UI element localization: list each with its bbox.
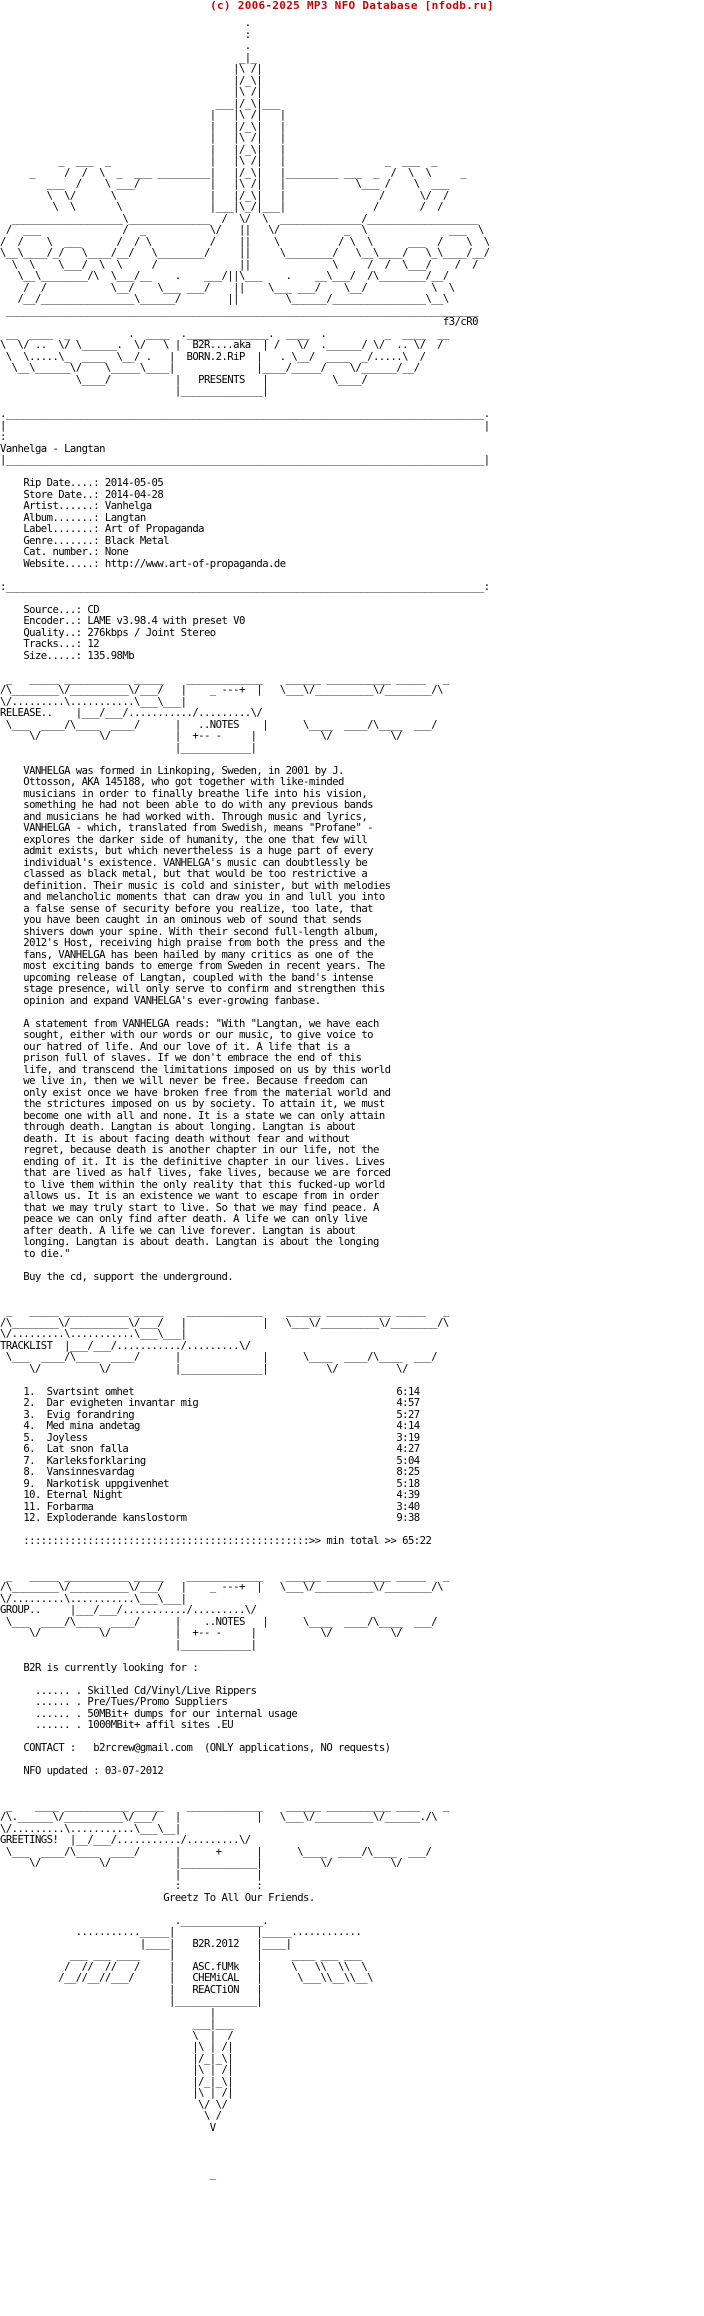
nfo-updated-value: 03-07-2012 — [104, 1765, 164, 1777]
track-time: 4:14 — [396, 1420, 420, 1432]
info-key: Label.......: — [23, 523, 100, 535]
tech-key: Encoder..: — [23, 615, 82, 627]
tracklist-table: 1. Svartsint omhet 6:14 2. Dar evigheten invantar mig 4:57 3. Evig forandring 5:27 4. Med mina andetag 4:14 5. Joyless 3:19 6. Lat snon falla 4:27 7. Karleksforklaring 5:04 8. Vansinnesvardag 8:25 9. Narkotisk uppgivenhet 5:18 10. Eternal Night 4:39 11. Forbarma 3:40 12. Exploderande kanslostorm 9:38 :::::::::::::::::::::::::::::::::::::::::::::::::>> min total >> 65:22 — [0, 1387, 704, 1548]
release-info — [0, 478, 704, 570]
track-number: 8. — [23, 1466, 47, 1478]
total-time: 65:22 — [402, 1535, 432, 1547]
track-title: Exploderande kanslostorm — [46, 1512, 187, 1524]
track-time: 5:18 — [396, 1477, 420, 1490]
group-notes-body — [0, 1663, 704, 1778]
tech-value: 135.98Mb — [87, 649, 135, 662]
tech-key: Source...: — [23, 603, 82, 616]
tech-value: LAME v3.98.4 with preset V0 — [87, 615, 245, 627]
track-number: 12. — [23, 1512, 47, 1524]
group-notes-label-2: ..NOTES — [203, 1615, 245, 1628]
track-time: 3:19 — [396, 1431, 420, 1444]
logo-art-line: \ \/ \ | |/_\| | / \/ / — [46, 189, 449, 202]
logo-art-line: | |/_\| | — [209, 143, 286, 156]
track-row — [0, 1501, 420, 1513]
track-time: 5:04 — [396, 1454, 420, 1467]
wanted-item: ...... . Skilled Cd/Vinyl/Live Rippers — [34, 1684, 257, 1697]
release-notes-label-1: RELEASE.. — [0, 707, 53, 719]
logo-art-line: \__\____/_/ \____/__/ \________/ || \________/ \__\____/ \_\____/__/ — [0, 247, 490, 259]
track-number: 6. — [23, 1443, 47, 1455]
track-time: 4:39 — [396, 1489, 420, 1501]
logo-art-line: ___|/_\|___ — [215, 97, 280, 110]
track-title: Forbarma — [46, 1500, 94, 1513]
track-row — [0, 1512, 420, 1524]
tech-key: Quality..: — [23, 626, 82, 639]
track-title: Narkotisk uppgivenhet — [46, 1477, 170, 1490]
logo-art-line: _|_ — [238, 51, 257, 64]
logo-art-line: |/_\| — [233, 74, 263, 87]
track-time: 3:40 — [396, 1500, 420, 1513]
track-row — [0, 1409, 420, 1421]
info-key: Artist......: — [23, 500, 100, 512]
logo-art-line: | |\ /| | — [209, 132, 286, 144]
tech-value: CD — [87, 603, 100, 616]
wanted-item: ...... . Pre/Tues/Promo Suppliers — [34, 1696, 228, 1708]
tech-key: Size.....: — [23, 649, 82, 662]
logo-art-line: \ \.....\_ ____ \__/ . | BORN.2.RiP | . \__/ ____ _/.....\ / — [5, 350, 426, 363]
wanted-item: ...... . 1000MBit+ affil sites .EU — [34, 1719, 234, 1731]
track-number: 10. — [23, 1489, 47, 1501]
track-title: Vansinnesvardag — [46, 1466, 135, 1478]
total-label: >> min total >> — [308, 1535, 397, 1547]
track-number: 9. — [23, 1477, 47, 1490]
info-value: Black Metal — [104, 534, 170, 547]
logo-art-line: | |\ /| | — [209, 109, 286, 121]
tech-value: 12 — [87, 638, 100, 650]
info-key: Album.......: — [23, 511, 100, 524]
release-notes-label-2: ..NOTES — [198, 718, 239, 731]
logo-art-line: ___________________\______________ / \/ \ ______________/___________________ — [11, 212, 478, 225]
track-time: 6:14 — [396, 1385, 420, 1398]
info-key: Store Date..: — [23, 488, 100, 501]
logo-art-line: \____/ | PRESENTS | \____/ — [75, 373, 368, 386]
logo-art — [0, 18, 704, 409]
greetings-label: GREETINGS! — [0, 1834, 59, 1846]
track-time: 4:27 — [396, 1443, 420, 1455]
track-number: 2. — [23, 1397, 47, 1409]
info-key: Cat. number.: — [23, 546, 100, 558]
info-value: None — [104, 546, 129, 558]
logo-art-line: /__/________________\______/ || \______/________________\__\ — [17, 293, 449, 305]
divider: .__________________________________________________________________________________. | | : — [0, 408, 490, 443]
track-title: Dar evigheten invantar mig — [46, 1397, 199, 1409]
track-time: 8:25 — [396, 1466, 420, 1478]
track-number: 4. — [23, 1420, 47, 1432]
footer-line-2: ASC.fUMk — [192, 1960, 239, 1973]
logo-art-line: f3/cR0 — [442, 316, 478, 328]
greetings-text: Greetz To All Our Friends. — [163, 1891, 315, 1904]
info-key: Website.....: — [23, 557, 100, 570]
logo-art-line: _ ___ _ | |\ /| | _ ___ _ — [58, 155, 438, 167]
track-title: Joyless — [46, 1431, 88, 1444]
site-header-title: (c) 2006-2025 MP3 NFO Database [nfodb.ru] — [210, 0, 494, 12]
tracklist-label: TRACKLIST — [0, 1339, 53, 1352]
logo-art-line: ___ / \ ___/ | |\ /| | \___ / \ ___ — [46, 178, 449, 190]
logo-art-line: . — [244, 40, 251, 52]
track-number: 3. — [23, 1408, 47, 1421]
info-value: Art of Propaganda — [104, 523, 204, 535]
logo-art-line: \__\________/\ \___/__ . ___/||\___ . __\___/ /\________/__/ — [17, 270, 449, 282]
logo-art-line: . — [244, 18, 251, 29]
logo-art-line: / ___ / _ \/ || \/ _ \ ___ \ — [5, 224, 484, 236]
track-number: 11. — [23, 1500, 47, 1513]
logo-art-line: _________________________________________________________________________________ — [5, 304, 478, 317]
track-number: 1. — [23, 1385, 47, 1398]
track-title: Karleksforklaring — [46, 1454, 146, 1467]
info-value: Vanhelga — [104, 500, 152, 512]
tech-info — [0, 605, 704, 663]
notes-paragraph: A statement from VANHELGA reads: "With "Langtan, we have each sought, either with our words or our music, to give voice to our hatred of life. And our love of it. A life that is a prison full of slaves. If we don't embrace the end of this life, and transcend the limitations imposed on us by this world we live in, then we will never be free. Because freedom can only exist once we have broken free from the material world and the strictures imposed on us by society. To attain it, we must become one with all and none. It is a state we can only attain through death. Langtan is about longing. Langtan is about death. It is about facing death without fear and without regret, because death is another chapter in our life, not the ending of it. It is the definitive chapter in our lives. Lives that are lived as half lives, fake lives, because we are forced to live them within the only reality that this fucked-up world allows us. It is an existence we want to escape from in order that we may truly start to live. So that we may find peace. A peace we can only find after death. A life we can only live after death. A life we can live forever. Langtan is about longing. Langtan is about death. Langtan is about the longing to die." — [23, 1017, 391, 1260]
track-row — [0, 1466, 420, 1478]
tech-value: 276kbps / Joint Stereo — [87, 626, 216, 639]
logo-art-line: |______________| — [174, 385, 269, 397]
track-row — [0, 1432, 420, 1444]
track-time: 5:27 — [396, 1408, 420, 1421]
track-number: 5. — [23, 1431, 47, 1444]
track-title: Lat snon falla — [46, 1443, 129, 1455]
footer-line-3: CHEMiCAL — [192, 1972, 239, 1984]
track-row — [0, 1443, 420, 1455]
logo-art-line: : — [244, 28, 251, 41]
logo-art-line: |\ /| — [233, 63, 263, 75]
logo-art-line: \ \/ .. \/ \______. \/ \ | B2R....aka | / \/ .______/ \/ .. \/ / — [0, 339, 443, 351]
info-key: Genre.......: — [23, 534, 100, 547]
info-value: http://www.art-of-propaganda.de — [104, 557, 286, 570]
track-row — [0, 1420, 420, 1432]
release-notes-body — [0, 766, 704, 1284]
looking-for-title: B2R is currently looking for : — [23, 1661, 199, 1674]
track-title: Svartsint omhet — [46, 1385, 135, 1398]
logo-art-line: __ ____ _ . ____ .______________. ____ . _ ____ __ — [5, 327, 449, 340]
contact-value: b2rcrew@gmail.com (ONLY applications, NO requests) — [93, 1742, 391, 1754]
info-key: Rip Date....: — [23, 477, 100, 489]
logo-art-line: \ \ \___/ \ \ / || \ / / \___/ / / — [11, 258, 478, 271]
site-header — [0, 0, 704, 12]
track-row — [0, 1397, 420, 1409]
logo-art-line: / / \__/ \___ ___/ || \___ ___/ \__/ \ \ — [23, 281, 455, 294]
track-row — [0, 1386, 420, 1398]
track-title: Med mina andetag — [46, 1420, 140, 1432]
info-value: 2014-05-05 — [104, 477, 164, 489]
track-row — [0, 1489, 420, 1501]
notes-paragraph: Buy the cd, support the underground. — [23, 1270, 234, 1283]
logo-art-line: |\ /| — [233, 86, 263, 98]
release-title: Vanhelga - Langtan — [0, 442, 105, 455]
notes-paragraph: VANHELGA was formed in Linkoping, Sweden, in 2001 by J. Ottosson, AKA 145188, who got together with like-minded musicians in order to finally breathe life into his vision, something he had not been able to do with any previous bands and musicians he had worked with. Through music and lyrics, VANHELGA - which, translated from Swedish, means "Profane" - explores the darker side of humanity, the one that few will admit exists, but which nevertheless is a huge part of every individual's existence. VANHELGA's music can doubtlessly be classed as black metal, but that would be too restrictive a definition. Their music is cold and sinister, but with melodies and melancholic moments that can draw you in and lull you into a false sense of security before you realize, too late, that you have been caught in an ominous web of sound that sends shivers down your spine. With their second full-length album, 2012's Host, receiving high praise from both the press and the fans, VANHELGA has been hailed by many critics as one of the most exciting bands to emerge from Sweden in recent years. The upcoming release of Langtan, coupled with the band's intense stage presence, will only serve to confirm and strengthen this opinion and expand VANHELGA's ever-growing fanbase. — [23, 764, 391, 1007]
tech-key: Tracks...: — [23, 638, 82, 650]
logo-art-line: _ / / \ _ ___ _________| |/_\| |_________ ___ _ / \ \ _ — [29, 166, 467, 179]
nfo-document: . : . _|_ |\ /| |/_\| |\ /| ___|/_\|___ | |\ /| | | |/_\| | | |\ /| | | |/_\| | _ ___ _ | |\ /| | _ ___ _ _ / / \ _ ___ _________| |/_\| |_________ ___ _ / \ \ _ ___ / \ ___/ | |\ /| | \___ / \ ___ \ \/ \ | |/_\| | / \/ / \ \ \ |___|\_/|___| / / / ___________________\______________ / \/ \ ______________/___________________ / ___ / _ \/ || \/ _ \ ___ \ / / \ ___ / / \ / || \ / \ \ ___ / \ \ \__\____/_/ \____/__/ \________/ || \________/ \__\____/ \_\____/__/ \ \ \___/ \ \ / || \ / / \___/ / / \__\________/\ \___/__ . ___/||\___ . __\___/ /\________/__/ / / \__/ \___ ___/ || \___ ___/ \__/ \ \ /__/________________\______/ || \______/________________\__\ _________________________________________________________________________________ f3/cR0 __ ____ _ . ____ .______________. ____ . _ ____ __ \ \/ .. \/ \______. \/ \ | B2R....aka | / \/ .______/ \/ .. \/ / \ \.....\_ ____ \__/ . | BORN.2.RiP | . \__/ ____ _/.....\ / \__\______\/ \_____\____| |____/_____/ \/______/__/ \____/ | PRESENTS | \____/ |______________| .__________________________________________________________________________________. | | : Vanhelga - Langtan |__________________________________________________________________________________| Rip Date....: 2014-05-05 Store Date..: 2014-04-28 Artist......: Vanhelga Album.......: Langtan Label.......: Art of Propaganda Genre.......: Black Metal Cat. number.: None Website.....: http://www.art-of-propaganda.de :__________________________________________________________________________________: Source...: CD Encoder..: LAME v3.98.4 with preset V0 Quality..: 276kbps / Joint Stereo Tracks...: 12 Size.....: 135.98Mb _ _____ ___________ _____ _____________ ______ ___________ _____ _ /\________\/__________\/___/ | _ ---+ | \___\/__________\/________/\ \/.........\...........\___\___| RELEASE.. |___/___/.........../.........\/ \___ ____/\____ ____/ | ..NOTES | \____ ____/\____ ___/ \/ \/ | +-- - | \/ \/ |____________| VANHELGA was formed in Linkoping, Sweden, in 2001 by J. Ottosson, AKA 145188, who got together with like-minded musicians in order to finally breathe life into his vision, something he had not been able to do with any previous bands and musicians he had worked with. Through music and lyrics, VANHELGA - which, translated from Swedish, means "Profane" - explores the darker side of humanity, the one that few will admit exists, but which nevertheless is a huge part of every individual's existence. VANHELGA's music can doubtlessly be classed as black metal, but that would be too restrictive a definition. Their music is cold and sinister, but with melodies and melancholic moments that can draw you in and lull you into a false sense of security before you realize, too late, that you have been caught in an ominous web of sound that sends shivers down your spine. With their second full-length album, 2012's Host, receiving high praise from both the press and the fans, VANHELGA has been hailed by many critics as one of the most exciting bands to emerge from Sweden in recent years. The upcoming release of Langtan, coupled with the band's intense stage presence, will only serve to confirm and strengthen this opinion and expand VANHELGA's ever-growing fanbase. A statement from VANHELGA reads: "With "Langtan, we have each sought, either with our words or our music, to give voice to our hatred of life. And our love of it. A life that is a prison full of slaves. If we don't embrace the end of this life, and transcend the limitations imposed on us by this world we live in, then we will never be free. Because freedom can only exist once we have broken free from the material world and the strictures imposed on us by society. To attain it, we must become one with all and none. It is a state we can only attain through death. Langtan is about longing. Langtan is about death. It is about facing death without fear and without regret, because death is another chapter in our life, not the ending of it. It is the definitive chapter in our lives. Lives that are lived as half lives, fake lives, because we are forced to live them within the only reality that this fucked-up world allows us. It is an existence we want to escape from in order that we may truly start to live. So that we may find peace. A peace we can only find after death. A life we can only live after death. A life we can live forever. Langtan is about longing. Langtan is about death. Langtan is about the longing to die." Buy the cd, support the underground. _ _____ ___________ _____ _____________ ______ ___________ _____ _ /\________\/__________\/___/ | | \___\/__________\/________/\ \/.........\...........\___\___| TRACKLIST |___/___/.........../.........\/ \___ ____/\____ ____/ | | \____ ____/\____ ___/ \/ \/ |______________| \/ \/ 1. Svartsint omhet 6:14 2. Dar evigheten invantar mig 4:57 3. Evig forandring 5:27 4. Med mina andetag 4:14 5. Joyless 3:19 6. Lat snon falla 4:27 7. Karleksforklaring 5:04 8. Vansinnesvardag 8:25 9. Narkotisk uppgivenhet 5:18 10. Eternal Night 4:39 11. Forbarma 3:40 12. Exploderande kanslostorm 9:38 :::::::::::::::::::::::::::::::::::::::::::::::::>> min total >> 65:22 _ _____ ___________ _____ _____________ ______ ___________ _____ _ /\________\/__________\/___/ | _ ---+ | \___\/__________\/________/\ \/.........\...........\___\___| GROUP.. |___/___/.........../.........\/ \___ ____/\____ ____/ | ..NOTES | \____ ____/\____ ___/ \/ \/ | +-- - | \/ \/ |____________| B2R is currently looking for : ...... . Skilled Cd/Vinyl/Live Rippers ...... . Pre/Tues/Promo Suppliers ...... . 50MBit+ dumps for our internal usage ...... . 1000MBit+ affil sites .EU CONTACT : b2rcrew@gmail.com (ONLY applications, NO requests) NFO updated : 03-07-2012 _ ____ ___________ _____ _____________ ______ ___________ ____ _ /\.______\/__________\/___/ | | \___\/__________\/______./\ \/.........\...........\___\__| GREETINGS! |__/___/.........../.........\/ \___ ____/\____ ____/ | + | \____ ____/\____ ___/ \/ \/ |_____________| \/ \/ | | : : Greetz To All Our Friends. .______________. ..........._____| |_____............ |____| B2R.2012 |____| ___ ___ ____ | | ____ ___ ___ / // // / | ASC.fUMk | \ \\ \\ \ /__//__//___/ | CHEMiCAL | \___\\__\\__\ | REACTiON | |______________| | ___|___ \ | / |\ | /| |/_|_\| |\ | /| |/_|_\| |\ | /| \/ \/ \ / V _ — [0, 18, 704, 2308]
contact-label: CONTACT : — [23, 1742, 76, 1754]
nfo-updated-label: NFO updated : — [23, 1765, 100, 1777]
footer-line-4: REACTiON — [192, 1983, 239, 1996]
footer-line-1: B2R.2012 — [192, 1937, 239, 1950]
track-row — [0, 1478, 420, 1490]
track-number: 7. — [23, 1454, 47, 1467]
info-value: 2014-04-28 — [104, 488, 164, 501]
group-notes-label-1: GROUP.. — [0, 1604, 41, 1616]
track-time: 9:38 — [396, 1512, 420, 1524]
wanted-item: ...... . 50MBit+ dumps for our internal usage — [34, 1707, 298, 1720]
logo-art-line: | |/_\| | — [209, 120, 286, 133]
info-value: Langtan — [104, 511, 146, 524]
logo-art-line: / / \ ___ / / \ / || \ / \ \ ___ / \ \ — [0, 235, 490, 248]
track-row — [0, 1455, 420, 1467]
track-title: Evig forandring — [46, 1408, 135, 1421]
track-time: 4:57 — [396, 1397, 420, 1409]
track-title: Eternal Night — [46, 1489, 123, 1501]
logo-art-line: \ \ \ |___|\_/|___| / / / — [52, 201, 443, 213]
logo-art-line: \__\______\/ \_____\____| |____/_____/ \/______/__/ — [11, 362, 420, 374]
